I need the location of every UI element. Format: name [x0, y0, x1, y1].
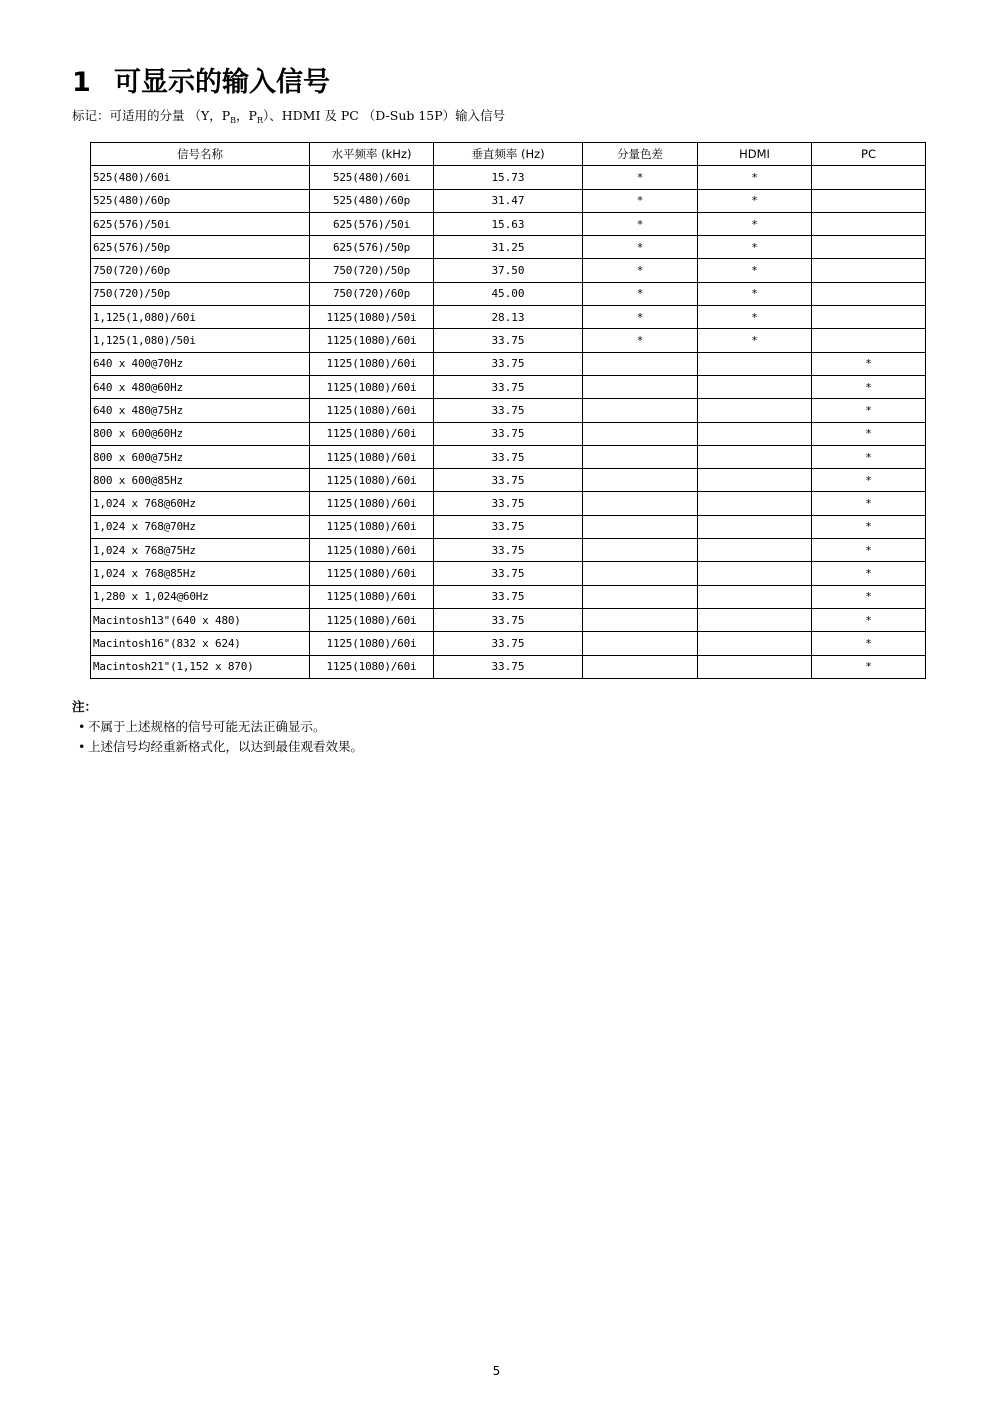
- cell-vfreq: 15.63: [434, 212, 583, 235]
- bullet-icon: •: [78, 719, 86, 734]
- cell-component: *: [583, 212, 698, 235]
- cell-hdmi: [698, 469, 812, 492]
- table-row: [91, 562, 926, 585]
- cell-hdmi: *: [698, 189, 812, 212]
- table-row: [91, 585, 926, 608]
- cell-hfreq: 625(576)/50i: [310, 212, 434, 235]
- cell-signal-name: 800 x 600@85Hz: [91, 469, 310, 492]
- cell-component: *: [583, 282, 698, 305]
- cell-signal-name: 1,024 x 768@75Hz: [91, 539, 310, 562]
- cell-component: *: [583, 329, 698, 352]
- cell-hfreq: 750(720)/60p: [310, 282, 434, 305]
- cell-vfreq: 33.75: [434, 469, 583, 492]
- cell-signal-name: 1,280 x 1,024@60Hz: [91, 585, 310, 608]
- signal-legend: [72, 107, 505, 130]
- cell-hdmi: [698, 399, 812, 422]
- cell-hfreq: 1125(1080)/60i: [310, 375, 434, 398]
- cell-component: [583, 445, 698, 468]
- cell-hdmi: [698, 375, 812, 398]
- cell-signal-name: 750(720)/60p: [91, 259, 310, 282]
- table-row: [91, 515, 926, 538]
- cell-signal-name: 800 x 600@75Hz: [91, 445, 310, 468]
- cell-pc: [812, 236, 926, 259]
- cell-pc: *: [812, 632, 926, 655]
- cell-pc: *: [812, 539, 926, 562]
- cell-signal-name: Macintosh16"(832 x 624): [91, 632, 310, 655]
- cell-hfreq: 525(480)/60i: [310, 166, 434, 189]
- cell-signal-name: 1,125(1,080)/50i: [91, 329, 310, 352]
- col-header-signal-name: 信号名称: [91, 143, 310, 166]
- table-row: [91, 259, 926, 282]
- cell-component: [583, 375, 698, 398]
- cell-hfreq: 1125(1080)/60i: [310, 655, 434, 678]
- bullet-icon: •: [78, 739, 86, 754]
- cell-component: *: [583, 306, 698, 329]
- cell-vfreq: 37.50: [434, 259, 583, 282]
- cell-vfreq: 33.75: [434, 399, 583, 422]
- cell-component: [583, 562, 698, 585]
- cell-hfreq: 1125(1080)/60i: [310, 492, 434, 515]
- table-row: [91, 282, 926, 305]
- notes-title: 注：: [72, 699, 98, 714]
- cell-vfreq: 33.75: [434, 492, 583, 515]
- cell-vfreq: 31.47: [434, 189, 583, 212]
- cell-hdmi: [698, 445, 812, 468]
- signal-table: [90, 142, 926, 679]
- cell-pc: *: [812, 469, 926, 492]
- cell-component: [583, 632, 698, 655]
- cell-pc: *: [812, 352, 926, 375]
- note-text: 不属于上述规格的信号可能无法正确显示。: [88, 719, 326, 734]
- cell-pc: *: [812, 375, 926, 398]
- cell-pc: *: [812, 515, 926, 538]
- cell-vfreq: 31.25: [434, 236, 583, 259]
- cell-hdmi: [698, 562, 812, 585]
- cell-hdmi: [698, 655, 812, 678]
- cell-pc: *: [812, 422, 926, 445]
- cell-hfreq: 1125(1080)/60i: [310, 632, 434, 655]
- page-number: 5: [492, 1364, 501, 1378]
- cell-hdmi: [698, 515, 812, 538]
- notes-section: [72, 697, 363, 757]
- cell-signal-name: 750(720)/50p: [91, 282, 310, 305]
- cell-hfreq: 1125(1080)/60i: [310, 329, 434, 352]
- table-row: [91, 632, 926, 655]
- cell-hfreq: 1125(1080)/60i: [310, 352, 434, 375]
- table-row: [91, 492, 926, 515]
- cell-pc: *: [812, 655, 926, 678]
- table-header-row: [91, 143, 926, 166]
- table-row: [91, 352, 926, 375]
- cell-hdmi: *: [698, 259, 812, 282]
- cell-signal-name: 640 x 400@70Hz: [91, 352, 310, 375]
- table-row: [91, 236, 926, 259]
- cell-component: *: [583, 236, 698, 259]
- cell-hfreq: 1125(1080)/60i: [310, 422, 434, 445]
- note-item: [72, 717, 363, 737]
- cell-signal-name: Macintosh13"(640 x 480): [91, 608, 310, 631]
- cell-hdmi: [698, 608, 812, 631]
- col-header-hfreq: 水平频率 (kHz): [310, 143, 434, 166]
- cell-hfreq: 750(720)/50p: [310, 259, 434, 282]
- cell-vfreq: 33.75: [434, 352, 583, 375]
- cell-pc: *: [812, 445, 926, 468]
- table-row: [91, 608, 926, 631]
- cell-hdmi: *: [698, 306, 812, 329]
- cell-pc: [812, 189, 926, 212]
- cell-pc: *: [812, 562, 926, 585]
- cell-hfreq: 1125(1080)/60i: [310, 608, 434, 631]
- cell-vfreq: 33.75: [434, 608, 583, 631]
- cell-signal-name: Macintosh21"(1,152 x 870): [91, 655, 310, 678]
- pb-subscript: B: [230, 116, 237, 125]
- cell-signal-name: 800 x 600@60Hz: [91, 422, 310, 445]
- section-title: 可显示的输入信号: [114, 67, 330, 98]
- cell-component: [583, 469, 698, 492]
- cell-hfreq: 1125(1080)/60i: [310, 539, 434, 562]
- table-row: [91, 422, 926, 445]
- cell-component: [583, 352, 698, 375]
- cell-pc: [812, 306, 926, 329]
- section-heading: [72, 66, 330, 100]
- cell-hdmi: [698, 422, 812, 445]
- col-header-hdmi: HDMI: [698, 143, 812, 166]
- cell-hfreq: 1125(1080)/60i: [310, 515, 434, 538]
- cell-vfreq: 33.75: [434, 562, 583, 585]
- cell-component: *: [583, 166, 698, 189]
- cell-vfreq: 28.13: [434, 306, 583, 329]
- cell-component: [583, 585, 698, 608]
- cell-component: [583, 422, 698, 445]
- cell-hdmi: *: [698, 166, 812, 189]
- cell-signal-name: 1,024 x 768@60Hz: [91, 492, 310, 515]
- cell-vfreq: 33.75: [434, 585, 583, 608]
- table-row: [91, 189, 926, 212]
- table-row: [91, 445, 926, 468]
- cell-hdmi: [698, 632, 812, 655]
- note-text: 上述信号均经重新格式化，以达到最佳观看效果。: [88, 739, 364, 754]
- cell-pc: *: [812, 399, 926, 422]
- section-number: 1: [72, 67, 91, 98]
- cell-pc: [812, 166, 926, 189]
- legend-suffix: ）、HDMI 及 PC （D-Sub 15P）输入信号: [262, 108, 506, 123]
- cell-pc: [812, 259, 926, 282]
- cell-hdmi: [698, 492, 812, 515]
- cell-component: *: [583, 259, 698, 282]
- cell-pc: [812, 212, 926, 235]
- cell-signal-name: 525(480)/60p: [91, 189, 310, 212]
- cell-component: [583, 399, 698, 422]
- cell-hdmi: *: [698, 212, 812, 235]
- cell-vfreq: 33.75: [434, 329, 583, 352]
- cell-component: [583, 655, 698, 678]
- legend-prefix: 标记：可适用的分量 （Y，P: [72, 108, 231, 123]
- cell-hfreq: 525(480)/60p: [310, 189, 434, 212]
- cell-component: [583, 539, 698, 562]
- cell-hdmi: *: [698, 282, 812, 305]
- table-row: [91, 655, 926, 678]
- cell-pc: *: [812, 585, 926, 608]
- table-row: [91, 212, 926, 235]
- cell-signal-name: 1,024 x 768@70Hz: [91, 515, 310, 538]
- table-row: [91, 399, 926, 422]
- col-header-vfreq: 垂直频率 (Hz): [434, 143, 583, 166]
- cell-component: *: [583, 189, 698, 212]
- cell-pc: *: [812, 608, 926, 631]
- cell-vfreq: 33.75: [434, 655, 583, 678]
- cell-hdmi: *: [698, 329, 812, 352]
- table-row: [91, 469, 926, 492]
- cell-hdmi: [698, 352, 812, 375]
- cell-vfreq: 33.75: [434, 515, 583, 538]
- cell-pc: [812, 329, 926, 352]
- cell-vfreq: 33.75: [434, 375, 583, 398]
- cell-signal-name: 1,024 x 768@85Hz: [91, 562, 310, 585]
- cell-signal-name: 1,125(1,080)/60i: [91, 306, 310, 329]
- legend-mid: ，P: [236, 108, 257, 123]
- cell-signal-name: 625(576)/50i: [91, 212, 310, 235]
- cell-signal-name: 525(480)/60i: [91, 166, 310, 189]
- cell-signal-name: 625(576)/50p: [91, 236, 310, 259]
- cell-hdmi: [698, 539, 812, 562]
- note-item: [72, 737, 363, 757]
- cell-pc: *: [812, 492, 926, 515]
- table-row: [91, 306, 926, 329]
- cell-hfreq: 1125(1080)/60i: [310, 445, 434, 468]
- col-header-pc: PC: [812, 143, 926, 166]
- cell-component: [583, 492, 698, 515]
- cell-vfreq: 33.75: [434, 539, 583, 562]
- cell-hdmi: [698, 585, 812, 608]
- cell-vfreq: 45.00: [434, 282, 583, 305]
- table-row: [91, 329, 926, 352]
- table-row: [91, 539, 926, 562]
- cell-hdmi: *: [698, 236, 812, 259]
- cell-vfreq: 33.75: [434, 445, 583, 468]
- col-header-component: 分量色差: [583, 143, 698, 166]
- cell-signal-name: 640 x 480@75Hz: [91, 399, 310, 422]
- cell-hfreq: 1125(1080)/60i: [310, 399, 434, 422]
- cell-vfreq: 33.75: [434, 632, 583, 655]
- cell-signal-name: 640 x 480@60Hz: [91, 375, 310, 398]
- cell-hfreq: 1125(1080)/50i: [310, 306, 434, 329]
- cell-vfreq: 15.73: [434, 166, 583, 189]
- cell-hfreq: 625(576)/50p: [310, 236, 434, 259]
- cell-pc: [812, 282, 926, 305]
- cell-hfreq: 1125(1080)/60i: [310, 469, 434, 492]
- cell-component: [583, 515, 698, 538]
- table-row: [91, 166, 926, 189]
- cell-vfreq: 33.75: [434, 422, 583, 445]
- cell-hfreq: 1125(1080)/60i: [310, 562, 434, 585]
- cell-hfreq: 1125(1080)/60i: [310, 585, 434, 608]
- pr-subscript: R: [256, 116, 263, 125]
- table-row: [91, 375, 926, 398]
- cell-component: [583, 608, 698, 631]
